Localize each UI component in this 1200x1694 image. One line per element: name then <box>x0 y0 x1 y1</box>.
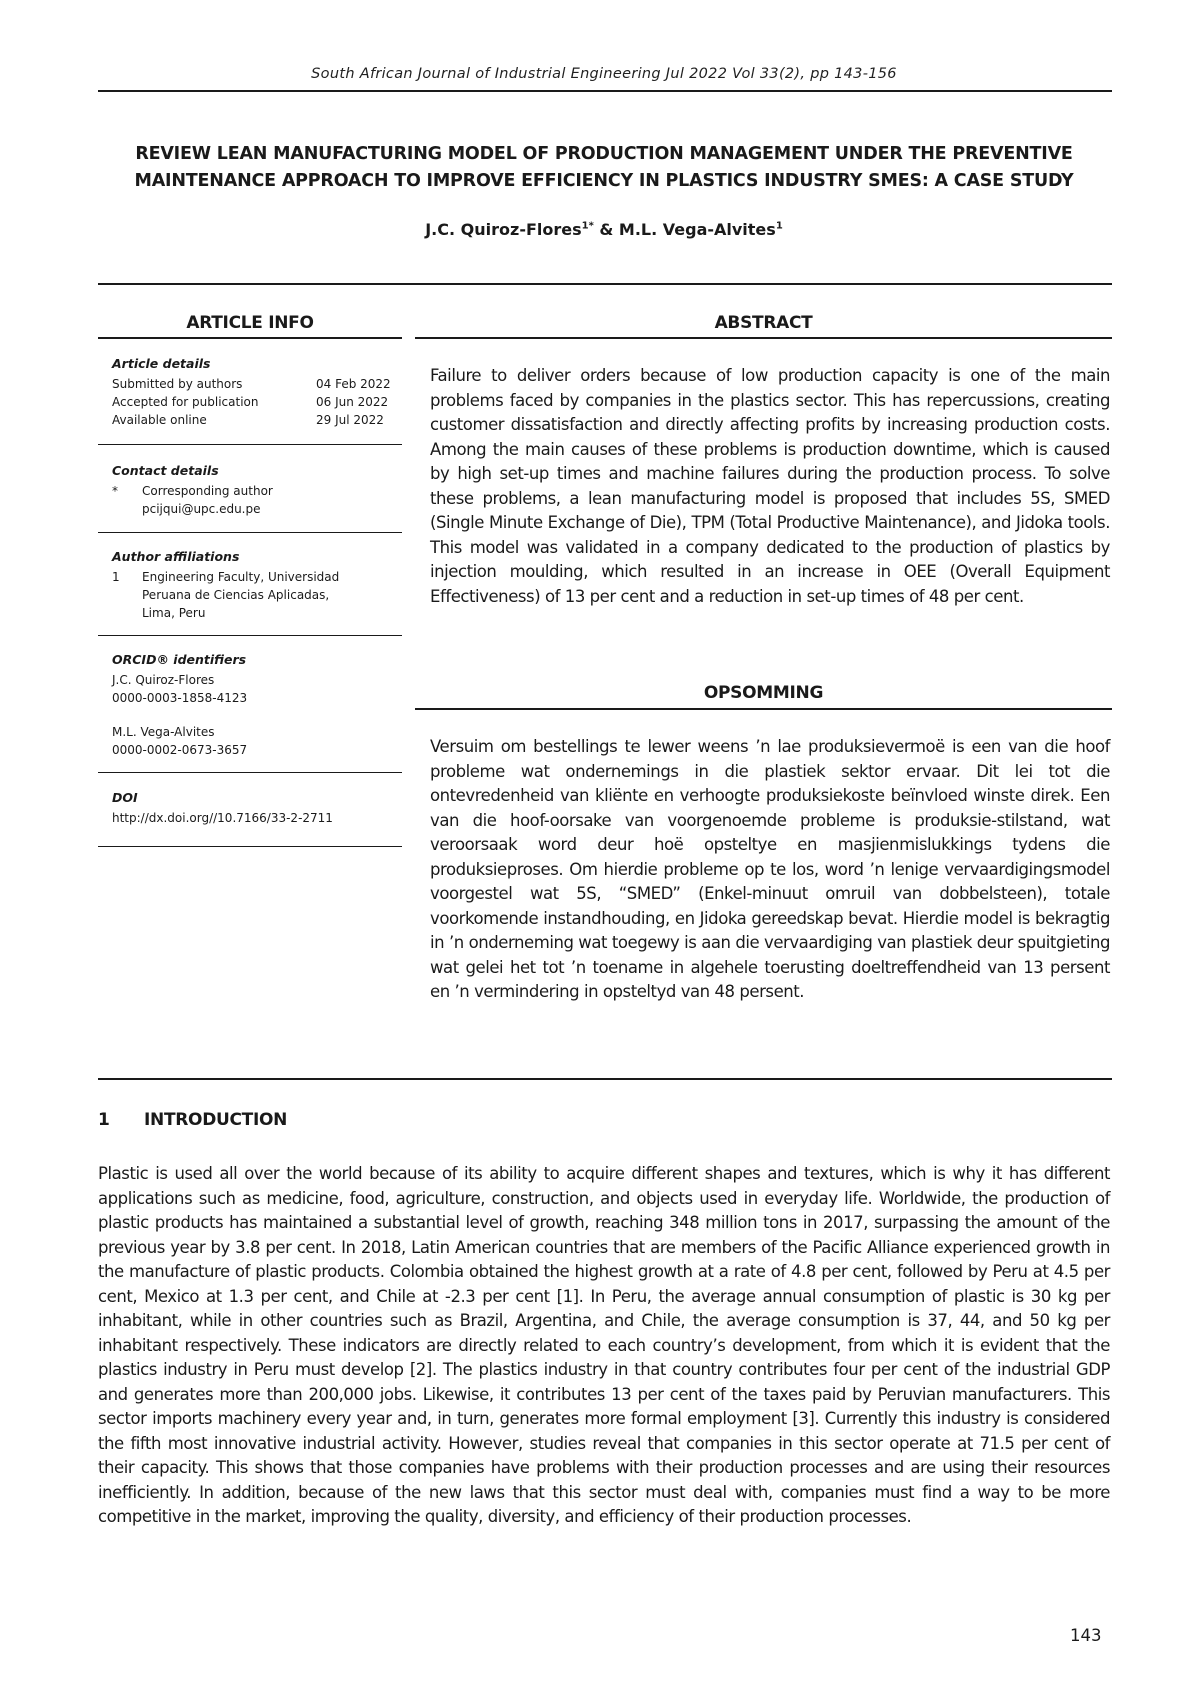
article-details-block <box>112 355 402 429</box>
detail-label: Submitted by authors <box>112 377 243 391</box>
affiliation-line: Lima, Peru <box>142 606 206 620</box>
orcid-name: M.L. Vega-Alvites <box>112 725 215 739</box>
article-info-heading-rule <box>98 337 402 339</box>
opsomming-heading-rule <box>415 708 1112 710</box>
info-divider-5 <box>98 846 402 847</box>
affiliation-number: 1 <box>112 570 120 584</box>
info-divider-3 <box>98 635 402 636</box>
journal-header: South African Journal of Industrial Engineering Jul 2022 Vol 33(2), pp 143-156 <box>311 66 897 82</box>
author-affiliations-label: Author affiliations <box>112 549 240 564</box>
info-divider-2 <box>98 532 402 533</box>
detail-label: Accepted for publication <box>112 395 259 409</box>
abstract-heading-rule <box>415 337 1112 339</box>
doi-label: DOI <box>112 790 138 805</box>
author-2: M.L. Vega-Alvites <box>618 220 776 239</box>
author-1: J.C. Quiroz-Flores <box>425 220 582 239</box>
author-affiliations-block <box>112 548 402 622</box>
contact-details-label: Contact details <box>112 463 219 478</box>
detail-value: 06 Jun 2022 <box>316 395 389 409</box>
abstract-end-rule <box>98 1078 1112 1080</box>
asterisk-marker: * <box>112 484 118 498</box>
contact-email[interactable]: pcijqui@upc.edu.pe <box>142 502 261 516</box>
affiliation-line: Peruana de Ciencias Aplicadas, <box>142 588 330 602</box>
affiliation-line: Engineering Faculty, Universidad <box>142 570 340 584</box>
detail-row-online <box>112 411 402 429</box>
page-number: 143 <box>1070 1626 1102 1645</box>
orcid-id[interactable]: 0000-0003-1858-4123 <box>112 691 248 705</box>
author-1-affiliation-mark: 1* <box>581 220 594 232</box>
affiliation-entry <box>112 568 402 622</box>
section-title: INTRODUCTION <box>144 1110 288 1130</box>
detail-row-accepted <box>112 393 402 411</box>
author-separator: & <box>593 220 619 239</box>
article-info-heading: ARTICLE INFO <box>186 313 314 333</box>
section-number: 1 <box>98 1110 110 1130</box>
introduction-text: Plastic is used all over the world because of its ability to acquire different shapes and textures, which is why it has different applications such as medicine, food, agriculture, construction, and objects used in everyday life. Worldwide, the production of plastic products has maintained a substantial level of growth, reaching 348 million tons in 2017, surpassing the amount of the previous year by 3.8 per cent. In 2018, Latin American countries that are members of the Pacific Alliance experienced growth in the manufacture of plastic products. Colombia obtained the highest growth at a rate of 4.8 per cent, followed by Peru at 4.5 per cent, Mexico at 1.3 per cent, and Chile at -2.3 per cent [1]. In Peru, the average annual consumption of plastic is 30 kg per inhabitant, while in other countries such as Brazil, Argentina, and Chile, the average consumption is 37, 44, and 50 kg per inhabitant respectively. These indicators are directly related to each country’s development, from which it is evident that the plastics industry in Peru must develop [2]. The plastics industry in that country contributes four per cent of the industrial GDP and generates more than 200,000 jobs. Likewise, it contributes 13 per cent of the taxes paid by Peruvian manufacturers. This sector imports machinery every year and, in turn, generates more formal employment [3]. Currently this industry is considered the fifth most innovative industrial activity. However, studies reveal that companies in this sector operate at 71.5 per cent of their capacity. This shows that those companies have problems with their production processes and are using their resources inefficiently. In addition, because of the new laws that this sector must deal with, companies must find a way to be more competitive in the market, improving the quality, diversity, and efficiency of their production processes. <box>98 1164 1110 1526</box>
title-line-1: REVIEW LEAN MANUFACTURING MODEL OF PRODUCTION MANAGEMENT UNDER THE PREVENTIVE <box>135 144 1073 164</box>
orcid-block <box>112 651 402 759</box>
doi-block <box>112 789 402 827</box>
header-rule <box>98 90 1112 92</box>
detail-row-submitted <box>112 375 402 393</box>
contact-role: Corresponding author <box>142 484 273 498</box>
author-2-affiliation-mark: 1 <box>775 220 783 232</box>
abstract-text: Failure to deliver orders because of low production capacity is one of the main problems faced by companies in the plastics sector. This has repercussions, creating customer dissatisfaction and directly affecting profits by increasing production costs. Among the main causes of these problems is production downtime, which is caused by high set-up times and machine failures during the production process. To solve these problems, a lean manufacturing model is proposed that includes 5S, SMED (Single Minute Exchange of Die), TPM (Total Productive Maintenance), and Jidoka tools. This model was validated in a company dedicated to the production of plastics by injection moulding, which resulted in an increase in OEE (Overall Equipment Effectiveness) of 13 per cent and a reduction in set-up times of 48 per cent. <box>430 366 1110 606</box>
detail-label: Available online <box>112 413 207 427</box>
opsomming-heading: OPSOMMING <box>703 683 824 703</box>
title-line-2: MAINTENANCE APPROACH TO IMPROVE EFFICIENCY IN PLASTICS INDUSTRY SMES: A CASE STUDY <box>134 171 1074 191</box>
orcid-id[interactable]: 0000-0002-0673-3657 <box>112 743 248 757</box>
detail-value: 04 Feb 2022 <box>316 377 391 391</box>
opsomming-text: Versuim om bestellings te lewer weens ’n lae produksievermoë is een van die hoof probleme wat ondernemings in die plastiek sektor ervaar. Dit lei tot die ontevredenheid van kliënte en verhoogte produksiekoste beïnvloed winste direk. Een van die hoof-oorsake van voorgenoemde probleme is produksie-stilstand, wat veroorsaak word deur hoë opsteltye en masjienmislukkings tydens die produksieproses. Om hierdie probleme op te los, word ’n lenige vervaardigingsmodel voorgestel wat 5S, “SMED” (Enkel-minuut omruil van dobbelsteen), totale voorkomende instandhouding, en Jidoka gereedskap bevat. Hierdie model is bekragtig in ’n onderneming wat toegewy is aan die vervaardiging van plastiek deur spuitgieting wat gelei het tot ’n toename in algehele toerusting doeltreffendheid van 13 persent en ’n vermindering in opsteltyd van 48 persent. <box>430 737 1110 1001</box>
orcid-label: ORCID® identifiers <box>112 652 247 667</box>
abstract-heading: ABSTRACT <box>714 313 813 333</box>
doi-link[interactable]: http://dx.doi.org//10.7166/33-2-2711 <box>112 811 333 825</box>
orcid-name: J.C. Quiroz-Flores <box>112 673 215 687</box>
authors-rule <box>98 283 1112 285</box>
contact-details-block <box>112 462 402 518</box>
info-divider-1 <box>98 444 402 445</box>
article-title <box>120 141 1088 195</box>
detail-value: 29 Jul 2022 <box>316 413 384 427</box>
author-line <box>98 220 1110 239</box>
introduction-heading <box>98 1110 287 1130</box>
article-details-label: Article details <box>112 356 211 371</box>
info-divider-4 <box>98 772 402 773</box>
corresponding-author <box>112 482 402 518</box>
